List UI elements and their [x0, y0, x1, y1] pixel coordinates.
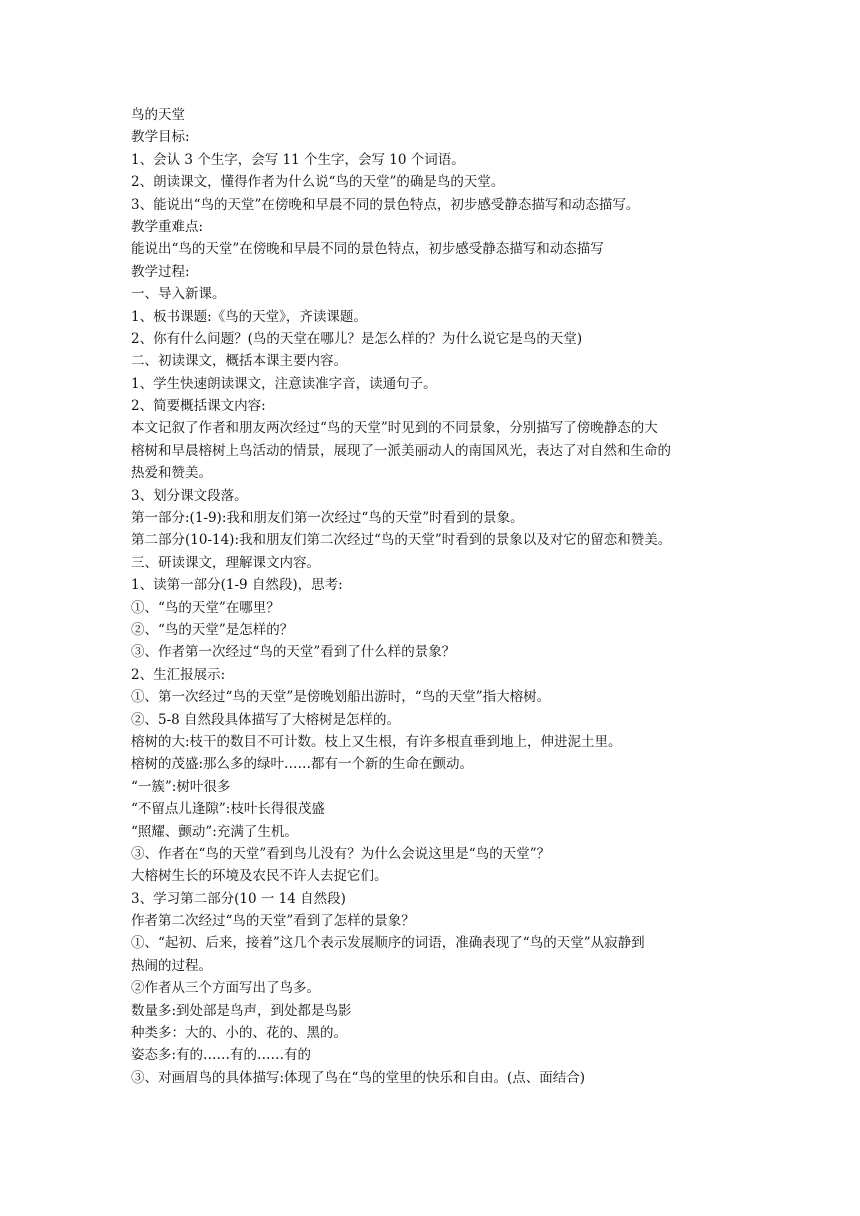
text-line: ①、“起初、后来，接着”这几个表示发展顺序的词语，准确表现了“鸟的天堂”从寂静到 — [131, 935, 645, 952]
text-line: 榕树的大:枝干的数目不可计数。枝上又生根，有许多根直垂到地上，伸进泥土里。 — [131, 733, 622, 750]
text-line: 榕树和早晨榕树上鸟活动的情景，展现了一派美丽动人的南国风光，表达了对自然和生命的 — [131, 442, 671, 459]
text-line: 3、学习第二部分(10 一 14 自然段) — [131, 890, 346, 907]
text-line: ③、作者第一次经过“鸟的天堂”看到了什么样的景象？ — [131, 644, 456, 661]
text-line: ③、对画眉鸟的具体描写:体现了鸟在“鸟的堂里的快乐和自由。(点、面结合) — [131, 1069, 585, 1086]
text-line: 本文记叙了作者和朋友两次经过“鸟的天堂”时见到的不同景象，分别描写了傍晚静态的大 — [131, 420, 658, 437]
text-line: 大榕树生长的环境及农民不许人去捉它们。 — [131, 868, 388, 885]
text-line: ②、5-8 自然段具体描写了大榕树是怎样的。 — [131, 711, 401, 728]
text-line: “一簇”:树叶很多 — [131, 778, 231, 795]
text-line: 榕树的茂盛:那么多的绿叶……都有一个新的生命在颤动。 — [131, 756, 474, 773]
text-line: 1、读第一部分(1-9 自然段)，思考: — [131, 577, 343, 594]
text-line: ②、“鸟的天堂”是怎样的？ — [131, 621, 294, 638]
section-heading-key-points: 教学重难点: — [131, 218, 204, 235]
text-line: 1、板书课题:《鸟的天堂》，齐读课题。 — [131, 308, 367, 325]
text-line: 一、导入新课。 — [131, 286, 226, 303]
text-line: 3、能说出“鸟的天堂”在傍晚和早晨不同的景色特点，初步感受静态描写和动态描写。 — [131, 196, 640, 213]
text-line: 第一部分:(1-9):我和朋友们第一次经过“鸟的天堂”时看到的景象。 — [131, 510, 524, 527]
text-line: “照耀、颤动”:充满了生机。 — [131, 823, 298, 840]
text-line: 1、学生快速朗读课文，注意读准字音，读通句子。 — [131, 375, 437, 392]
text-line: ①、第一次经过“鸟的天堂”是傍晚划船出游时，“鸟的天堂”指大榕树。 — [131, 689, 551, 706]
text-line: 2、生汇报展示: — [131, 666, 226, 683]
text-line: ③、作者在“鸟的天堂”看到鸟儿没有？为什么会说这里是“鸟的天堂”？ — [131, 845, 551, 862]
text-line: 种类多：大的、小的、花的、黑的。 — [131, 1025, 347, 1042]
text-line: 1、会认 3 个生字，会写 11 个生字，会写 10 个词语。 — [131, 151, 465, 168]
text-line: 能说出“鸟的天堂”在傍晚和早晨不同的景色特点，初步感受静态描写和动态描写 — [131, 241, 604, 258]
text-line: 3、划分课文段落。 — [131, 487, 248, 504]
text-line: 三、研读课文，理解课文内容。 — [131, 554, 320, 571]
text-line: 2、朗读课文，懂得作者为什么说“鸟的天堂”的确是鸟的天堂。 — [131, 174, 505, 191]
text-line: 姿态多:有的……有的……有的 — [131, 1047, 312, 1064]
section-heading-process: 教学过程: — [131, 263, 190, 280]
text-line: ②作者从三个方面写出了鸟多。 — [131, 980, 320, 997]
text-line: 二、初读课文，概括本课主要内容。 — [131, 353, 347, 370]
document-body — [131, 104, 741, 1089]
text-line: ①、“鸟的天堂”在哪里？ — [131, 599, 280, 616]
text-line: 热爱和赞美。 — [131, 465, 212, 482]
text-line: 2、你有什么问题？(鸟的天堂在哪儿？是怎么样的？为什么说它是鸟的天堂) — [131, 330, 583, 347]
text-line: 热闹的过程。 — [131, 957, 212, 974]
text-line: 数量多:到处部是鸟声，到处都是鸟影 — [131, 1002, 352, 1019]
text-line: 2、简要概括课文内容: — [131, 398, 266, 415]
text-line: 第二部分(10-14):我和朋友们第二次经过“鸟的天堂”时看到的景象以及对它的留恋和赞美。 — [131, 532, 672, 549]
text-line: “不留点儿逢隙”:枝叶长得很茂盛 — [131, 801, 325, 818]
text-line: 作者第二次经过“鸟的天堂”看到了怎样的景象？ — [131, 913, 415, 930]
document-title: 鸟的天堂 — [131, 107, 185, 123]
section-heading-goals: 教学目标: — [131, 129, 190, 146]
